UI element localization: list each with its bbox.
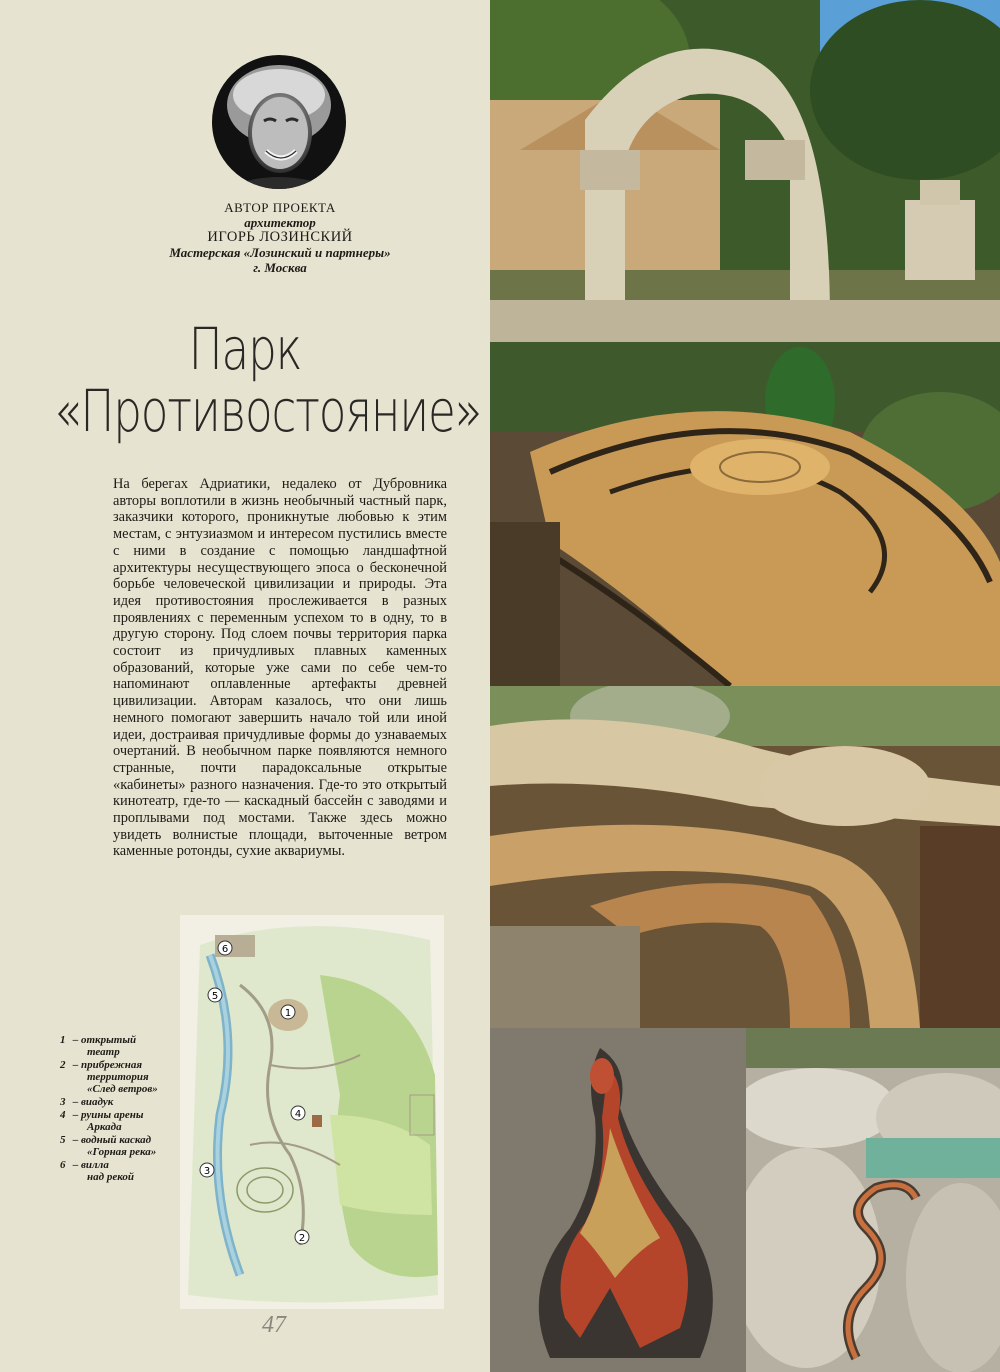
author-city: г. Москва	[253, 260, 307, 275]
map-marker-1: 1	[284, 1008, 292, 1019]
legend-item-number: 2	[60, 1059, 66, 1071]
author-name: ИГОРЬ ЛОЗИНСКИЙ	[207, 229, 353, 245]
mosaic-figure-photo	[490, 1028, 746, 1372]
legend-item-label: открытый	[81, 1034, 137, 1046]
legend-item-label: вилла	[81, 1159, 109, 1171]
legend-item: 6 – вилла над рекой	[60, 1159, 180, 1183]
page-number: 47	[262, 1312, 286, 1338]
map-marker-3: 3	[203, 1166, 211, 1177]
map-legend	[60, 1034, 180, 1184]
article-body: На берегах Адриатики, недалеко от Дубровника авторы воплотили в жизнь необычный частный парк, заказчики которого, проникнутые любовью к этим местам, с энтузиазмом и интересом пустились вместе с ними в создание с помощью ландшафтной архитектуры несуществующего эпоса о бесконечной борьбе человеческой цивилизации и природы. Эта идея противостояния прослеживается в разных проявлениях с переменным успехом то в одну, то в другую сторону. Под слоем почвы территория парка состоит из причудливых плавных каменных образований, которые уже сами по себе чем-то напоминают оплавленные артефакты древней цивилизации. Авторам казалось, что они лишь немного помогают завершить начало той или иной идеи, достраивая причудливые формы до узнаваемых очертаний. В необычном парке появляются немного странные, почти парадоксальные открытые «кабинеты» разного назначения. Где-то это открытый кинотеатр, где-то — каскадный бассейн с заводями и проплывами под мостами. Также здесь можно увидеть волнистые площади, выточенные ветром каменные ротонды, сухие аквариумы.	[113, 476, 447, 860]
author-portrait	[212, 55, 346, 189]
legend-item: 1 – открытый театр	[60, 1034, 180, 1058]
mosaic-serpent-rocks-photo	[746, 1028, 1000, 1372]
legend-item: 3 – виадук	[60, 1096, 114, 1108]
legend-item-label-continued: над рекой	[87, 1171, 134, 1183]
author-role-label: АВТОР ПРОЕКТА	[224, 200, 336, 215]
stone-arch-icon	[490, 0, 1000, 342]
author-profession: архитектор	[244, 215, 316, 230]
legend-item-number: 5	[60, 1134, 66, 1146]
text-column	[0, 0, 490, 1372]
legend-item: 5 – водный каскад «Горная река»	[60, 1134, 180, 1158]
author-credits	[90, 200, 470, 275]
legend-item-number: 6	[60, 1159, 66, 1171]
legend-item-label: водный каскад	[81, 1134, 152, 1146]
curved-stone-steps-photo	[490, 686, 1000, 1028]
legend-item-label-continued: театр	[87, 1046, 120, 1058]
author-studio: Мастерская «Лозинский и партнеры»	[169, 245, 391, 260]
map-marker-2: 2	[298, 1233, 306, 1244]
map-marker-4: 4	[294, 1109, 302, 1120]
article-title	[53, 315, 482, 445]
article-title-line1: Парк	[188, 315, 302, 383]
legend-item-number: 3	[60, 1096, 66, 1108]
spiral-stone-paving-photo	[490, 342, 1000, 686]
site-plan-icon	[180, 915, 444, 1309]
legend-item-number: 4	[60, 1109, 66, 1121]
legend-item: 2 – прибрежная территория «След ветров»	[60, 1059, 180, 1095]
legend-item-label: прибрежная	[81, 1059, 143, 1071]
stone-steps-icon	[490, 686, 1000, 1028]
mosaic-serpent-icon	[746, 1028, 1000, 1372]
spiral-paving-icon	[490, 342, 1000, 686]
mosaic-figure-icon	[490, 1028, 746, 1372]
legend-item: 4 – руины арены Аркада	[60, 1109, 180, 1133]
legend-item-label-continued: Аркада	[87, 1121, 122, 1133]
legend-item-label: руины арены	[81, 1109, 144, 1121]
legend-item-number: 1	[60, 1034, 66, 1046]
site-plan-map	[180, 915, 444, 1309]
article-title-line2: «Противостояние»	[53, 377, 482, 445]
map-marker-6: 6	[221, 944, 229, 955]
legend-item-label-continued: территория	[87, 1071, 149, 1083]
legend-item-label: виадук	[81, 1096, 114, 1108]
portrait-icon	[212, 55, 346, 189]
stone-arch-photo	[490, 0, 1000, 342]
legend-item-label-continued: «След ветров»	[87, 1083, 158, 1095]
map-marker-5: 5	[211, 991, 219, 1002]
legend-item-label-continued: «Горная река»	[87, 1146, 157, 1158]
